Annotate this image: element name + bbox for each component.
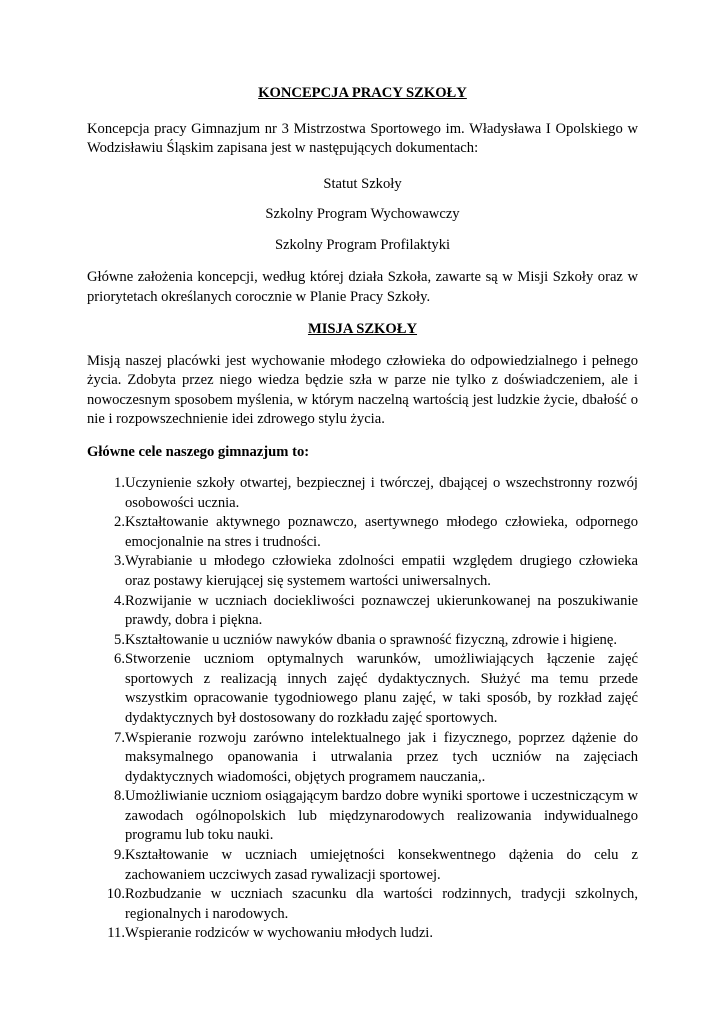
intro-paragraph: Koncepcja pracy Gimnazjum nr 3 Mistrzostwa Sportowego im. Władysława I Opolskiego w Wodzisławiu Śląskim zapisana jest w następujących dokumentach:	[87, 120, 638, 156]
list-item-text: Wyrabianie u młodego człowieka zdolności empatii względem drugiego człowieka oraz postawy kierującej się systemem wartości uniwersalnych.	[125, 553, 638, 589]
list-item-text: Stworzenie uczniom optymalnych warunków, umożliwiających łączenie zajęć sportowych z realizacją innych zajęć dydaktycznych. Służyć ma temu przede wszystkim opracowanie tygodniowego planu zajęć, w taki sposób, by rozkład zajęć dydaktycznych był dostosowany do rozkładu zajęć sportowych.	[125, 651, 638, 726]
document-body	[87, 84, 638, 944]
list-item-number: 3.	[114, 553, 125, 570]
list-item-number: 9.	[114, 847, 125, 863]
assumptions-paragraph: Główne założenia koncepcji, według której działa Szkoła, zawarte są w Misji Szkoły oraz w priorytetach określanych corocznie w Planie Pracy Szkoły.	[87, 269, 638, 305]
list-item-number: 2.	[114, 514, 125, 531]
list-item-number: 8.	[114, 788, 125, 805]
list-item-text: Rozwijanie w uczniach dociekliwości poznawczej ukierunkowanej na poszukiwanie prawdy, dobra i piękna.	[125, 592, 638, 629]
list-item-text: Kształtowanie aktywnego poznawczo, asertywnego młodego człowieka, odpornego emocjonalnie na stres i trudności.	[125, 514, 638, 550]
list-item	[95, 924, 638, 944]
list-item-number: 6.	[114, 651, 125, 668]
list-item	[95, 474, 638, 513]
list-item	[95, 513, 638, 552]
list-item-text: Umożliwianie uczniom osiągającym bardzo dobre wyniki sportowe i uczestniczącym w zawodach ogólnopolskich lub międzynarodowych realizowania indywidualnego programu lub toku nauki.	[125, 788, 638, 844]
goals-list	[95, 474, 638, 944]
list-item-text: Kształtowanie u uczniów nawyków dbania o sprawność fizyczną, zdrowie i higienę.	[125, 631, 617, 648]
list-item	[95, 729, 638, 788]
list-item	[95, 846, 638, 885]
mission-heading: MISJA SZKOŁY	[307, 321, 418, 337]
document-item-educational-program: Szkolny Program Wychowawczy	[265, 206, 460, 222]
list-item-text: Uczynienie szkoły otwartej, bezpiecznej i twórczej, dbającej o wszechstronny rozwój osobowości ucznia.	[125, 475, 638, 511]
list-item-text: Rozbudzanie w uczniach szacunku dla wartości rodzinnych, tradycji szkolnych, regionalnych i narodowych.	[125, 886, 638, 922]
list-item-number: 7.	[114, 729, 125, 746]
document-item-prevention-program: Szkolny Program Profilaktyki	[274, 236, 451, 253]
list-item-number: 11.	[107, 925, 125, 942]
list-item-text: Kształtowanie w uczniach umiejętności konsekwentnego dążenia do celu z zachowaniem uczciwych zasad rywalizacji sportowej.	[125, 847, 638, 883]
list-item-text: Wspieranie rodziców w wychowaniu młodych ludzi.	[125, 925, 434, 942]
document-title: KONCEPCJA PRACY SZKOŁY	[258, 85, 467, 101]
list-item	[95, 592, 638, 631]
list-item	[95, 631, 638, 651]
list-item-number: 5.	[114, 631, 125, 648]
list-item-number: 1.	[114, 475, 125, 491]
list-item-number: 4.	[114, 592, 125, 609]
list-item	[95, 650, 638, 728]
document-item-statute: Statut Szkoły	[323, 175, 402, 192]
list-item	[95, 552, 638, 591]
mission-paragraph: Misją naszej placówki jest wychowanie młodego człowieka do odpowiedzialnego i pełnego życia. Zdobyta przez niego wiedza będzie szła w parze nie tylko z doświadczeniem, ale i nowoczesnym sposobem myślenia, w którym naczelną wartością jest ludzkie życie, dbałość o nie i rozpowszechnienie idei zdrowego stylu życia.	[87, 352, 638, 427]
goals-heading: Główne cele naszego gimnazjum to:	[87, 443, 310, 460]
list-item-number: 10.	[106, 886, 125, 903]
list-item	[95, 885, 638, 924]
list-item-text: Wspieranie rozwoju zarówno intelektualnego jak i fizycznego, poprzez dążenie do maksymalnego opanowania i utrwalania przez tych uczniów na zajęciach dydaktycznych wiadomości, objętych programem nauczania,.	[125, 729, 638, 785]
list-item	[95, 787, 638, 846]
